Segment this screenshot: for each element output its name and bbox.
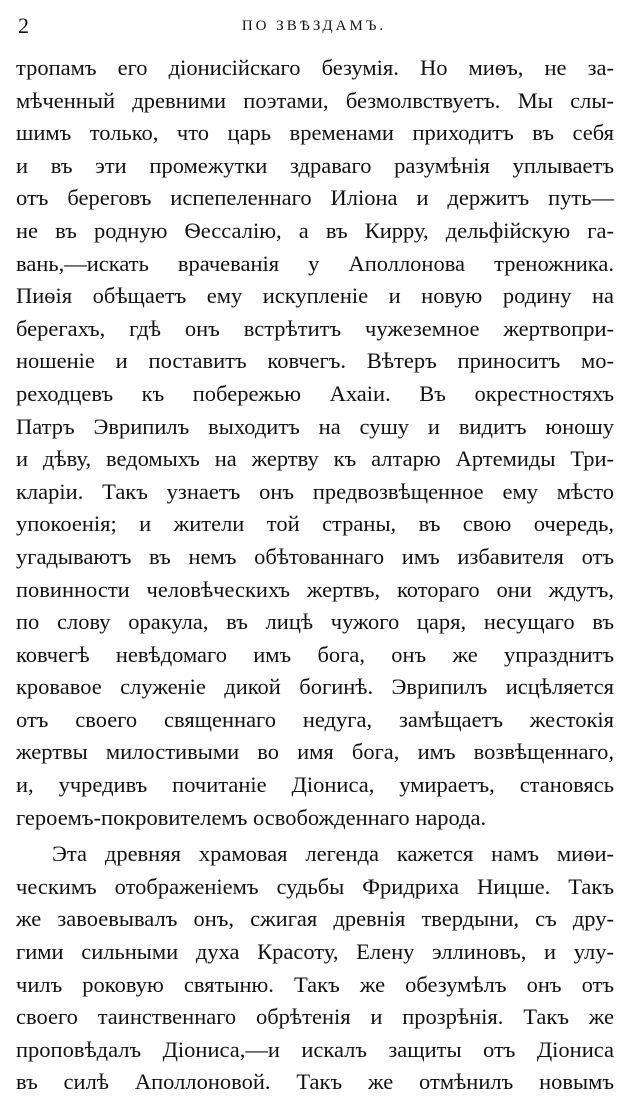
paragraph <box>16 52 614 834</box>
text-line: по слову оракула, въ лицѣ чужого царя, несущаго въ <box>16 609 614 635</box>
text-line: чилъ роковую святыню. Такъ же обезумѣлъ онъ отъ <box>16 971 614 997</box>
text-line: вань,—искать врачеванія у Аполлонова треножника. <box>16 250 614 276</box>
text-line: жертвы милостивыми во имя бога, имъ возвѣщеннаго, <box>16 739 614 765</box>
text-line: ческимъ отображеніемъ судьбы Фридриха Ницше. Такъ <box>16 873 614 899</box>
text-line: въ силѣ Аполлоновой. Такъ же отмѣнилъ новымъ <box>16 1069 614 1095</box>
text-line: гими сильными духа Красоту, Елену эллиновъ, и улу- <box>16 939 614 965</box>
text-line: Патръ Эврипилъ выходитъ на сушу и видитъ юношу <box>16 413 614 439</box>
text-line: тропамъ его діонисійскаго безумія. Но миѳъ, не за- <box>16 55 614 80</box>
page-header <box>0 14 628 38</box>
text-line: берегахъ, гдѣ онъ встрѣтитъ чужеземное жертвопри- <box>16 315 614 341</box>
text-line: проповѣдалъ Діониса,—и искалъ защиты отъ Діониса <box>16 1036 614 1062</box>
text-line: повинности человѣческихъ жертвъ, котораго они ждутъ, <box>16 576 614 602</box>
body-text <box>16 52 614 1099</box>
text-line: и дѣву, ведомыхъ на жертву къ алтарю Артемиды Три- <box>16 446 614 472</box>
text-line: героемъ-покровителемъ освобожденнаго народа. <box>16 804 487 830</box>
text-line: ковчегѣ невѣдомаго имъ бога, онъ же упразднитъ <box>16 641 614 667</box>
text-line: Эта древняя храмовая легенда кажется намъ миѳи- <box>52 841 614 867</box>
text-line: Пиѳія обѣщаетъ ему искупленіе и новую родину на <box>16 283 614 309</box>
text-line: отъ береговъ испепеленнаго Иліона и держитъ путь— <box>16 185 614 211</box>
page-number: 2 <box>18 13 29 38</box>
text-line: мѣченный древними поэтами, безмолвствуетъ. Мы слы- <box>16 87 614 113</box>
text-line: кровавое служеніе дикой богинѣ. Эврипилъ исцѣляется <box>16 674 614 700</box>
text-line: кларіи. Такъ узнаетъ онъ предвозвѣщенное ему мѣсто <box>16 478 614 504</box>
text-line: угадываютъ въ немъ обѣтованнаго имъ избавителя отъ <box>16 543 614 569</box>
paragraph <box>16 838 614 1099</box>
text-line: своего таинственнаго обрѣтенія и прозрѣнія. Такъ же <box>16 1004 614 1030</box>
text-line: реходцевъ къ побережью Ахаіи. Въ окрестностяхъ <box>16 380 614 406</box>
text-line: и, учредивъ почитаніе Діониса, умираетъ, становясь <box>16 772 614 798</box>
text-line: же завоевывалъ онъ, сжигая древнія твердыни, съ дру- <box>16 906 614 932</box>
text-line: и въ эти промежутки здраваго разумѣнія уплываетъ <box>16 152 614 178</box>
text-line: шимъ только, что царь временами приходитъ въ себя <box>16 120 614 146</box>
text-line: упокоенія; и жители той страны, въ свою очередь, <box>16 511 614 537</box>
running-title: ПО ЗВѢЗДАМЪ. <box>241 18 387 34</box>
text-line: ношеніе и поставитъ ковчегъ. Вѣтеръ приноситъ мо- <box>16 348 614 374</box>
text-line: отъ своего священнаго недуга, замѣщаетъ жестокія <box>16 706 614 732</box>
text-line: не въ родную Ѳессалію, а въ Кирру, дельфійскую га- <box>16 217 614 243</box>
